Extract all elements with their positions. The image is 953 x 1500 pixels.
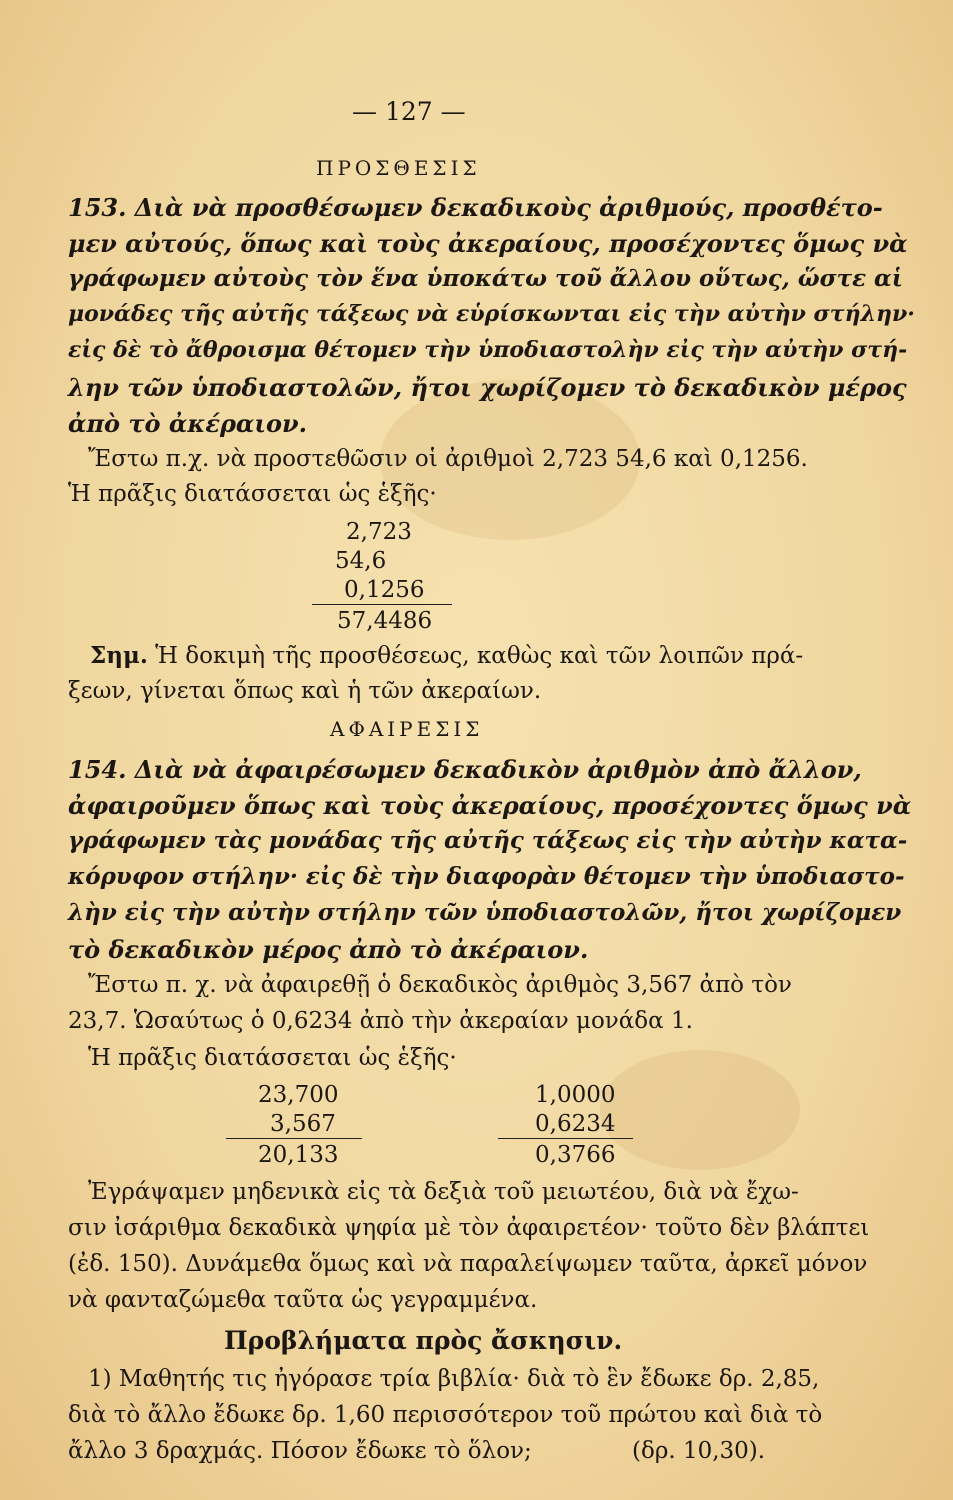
- explanation-line: (ἐδ. 150). Δυνάμεθα ὅμως καὶ νὰ παραλείψωμεν ταῦτα, ἀρκεῖ μόνον: [68, 1251, 868, 1277]
- subtraction-example-cont: 23,7. Ὡσαύτως ὁ 0,6234 ἀπὸ τὴν ἀκεραίαν μονάδα 1.: [68, 1008, 693, 1034]
- rule-line: 154. Διὰ νὰ ἀφαιρέσωμεν δεκαδικὸν ἀριθμὸν ἀπὸ ἄλλον,: [68, 755, 862, 784]
- explanation-line: σιν ἰσάριθμα δεκαδικὰ ψηφία μὲ τὸν ἀφαιρετέον· τοῦτο δὲν βλάπτει: [68, 1215, 870, 1241]
- problem-line: διὰ τὸ ἄλλο ἔδωκε δρ. 1,60 περισσότερον τοῦ πρώτου καὶ διὰ τὸ: [68, 1402, 823, 1428]
- operand: 0,1256: [344, 577, 425, 603]
- difference: 20,133: [258, 1142, 339, 1168]
- addition-heading: ΠΡΟΣΘΕΣΙΣ: [316, 156, 481, 180]
- difference-line: [498, 1138, 633, 1139]
- note-text: Ἡ δοκιμὴ τῆς προσθέσεως, καθὼς καὶ τῶν λοιπῶν πρά-: [147, 643, 804, 669]
- addition-note-cont: ξεων, γίνεται ὅπως καὶ ἡ τῶν ἀκεραίων.: [68, 678, 542, 704]
- subtraction-example: Ἔστω π. χ. νὰ ἀφαιρεθῇ ὁ δεκαδικὸς ἀριθμὸς 3,567 ἀπὸ τὸν: [88, 972, 792, 998]
- subtraction-arrangement: Ἡ πρᾶξις διατάσσεται ὡς ἑξῆς·: [88, 1045, 457, 1071]
- addition-example: Ἔστω π.χ. νὰ προστεθῶσιν οἱ ἀριθμοὶ 2,723 54,6 καὶ 0,1256.: [88, 446, 808, 472]
- rule-line: ἀπὸ τὸ ἀκέραιον.: [68, 409, 308, 438]
- difference-line: [226, 1138, 362, 1139]
- subtraction-heading: ΑΦΑΙΡΕΣΙΣ: [330, 717, 484, 741]
- problem-line: 1) Μαθητής τις ἠγόρασε τρία βιβλία· διὰ τὸ ἓν ἔδωκε δρ. 2,85,: [88, 1366, 820, 1392]
- sum-line: [312, 604, 452, 605]
- problem-answer: (δρ. 10,30).: [632, 1438, 766, 1464]
- rule-line: γράφωμεν τὰς μονάδας τῆς αὐτῆς τάξεως εἰς τὴν αὐτὴν κατα-: [68, 827, 908, 854]
- minuend: 1,0000: [535, 1082, 616, 1108]
- page-number: — 127 —: [352, 97, 466, 126]
- rule-line: εἰς δὲ τὸ ἄθροισμα θέτομεν τὴν ὑποδιαστολὴν εἰς τὴν αὐτὴν στή-: [68, 337, 908, 363]
- subtrahend: 0,6234: [535, 1111, 616, 1137]
- rule-line: γράφωμεν αὐτοὺς τὸν ἕνα ὑποκάτω τοῦ ἄλλου οὕτως, ὥστε αἱ: [68, 265, 903, 292]
- rule-line: μονάδες τῆς αὐτῆς τάξεως νὰ εὑρίσκωνται εἰς τὴν αὐτὴν στήλην·: [68, 301, 915, 327]
- subtrahend: 3,567: [270, 1111, 336, 1137]
- operand: 2,723: [346, 519, 412, 545]
- rule-line: μεν αὐτούς, ὅπως καὶ τοὺς ἀκεραίους, προσέχοντες ὅμως νὰ: [68, 229, 908, 258]
- rule-line: 153. Διὰ νὰ προσθέσωμεν δεκαδικοὺς ἀριθμούς, προσθέτο-: [68, 193, 883, 222]
- addition-arrangement: Ἡ πρᾶξις διατάσσεται ὡς ἑξῆς·: [68, 481, 437, 507]
- rule-line: ἀφαιροῦμεν ὅπως καὶ τοὺς ἀκεραίους, προσέχοντες ὅμως νὰ: [68, 791, 912, 820]
- exercises-heading: Προβλήματα πρὸς ἄσκησιν.: [224, 1326, 623, 1355]
- sum-result: 57,4486: [337, 608, 433, 634]
- problem-line: ἄλλο 3 δραχμάς. Πόσον ἔδωκε τὸ ὅλον;: [68, 1438, 532, 1464]
- minuend: 23,700: [258, 1082, 339, 1108]
- addition-note: [90, 642, 803, 669]
- rule-line: τὸ δεκαδικὸν μέρος ἀπὸ τὸ ἀκέραιον.: [68, 935, 589, 964]
- operand: 54,6: [335, 548, 387, 574]
- paper-stain: [600, 1050, 800, 1170]
- rule-line: λην τῶν ὑποδιαστολῶν, ἤτοι χωρίζομεν τὸ δεκαδικὸν μέρος: [68, 373, 907, 402]
- explanation-line: Ἐγράψαμεν μηδενικὰ εἰς τὰ δεξιὰ τοῦ μειωτέου, διὰ νὰ ἔχω-: [88, 1179, 799, 1205]
- rule-line: κόρυφον στήλην· εἰς δὲ τὴν διαφορὰν θέτομεν τὴν ὑποδιαστο-: [68, 863, 905, 890]
- difference: 0,3766: [535, 1142, 616, 1168]
- rule-line: λὴν εἰς τὴν αὐτὴν στήλην τῶν ὑποδιαστολῶν, ἤτοι χωρίζομεν: [68, 899, 902, 926]
- note-label: Σημ.: [90, 642, 148, 669]
- explanation-line: νὰ φανταζώμεθα ταῦτα ὡς γεγραμμένα.: [68, 1287, 538, 1313]
